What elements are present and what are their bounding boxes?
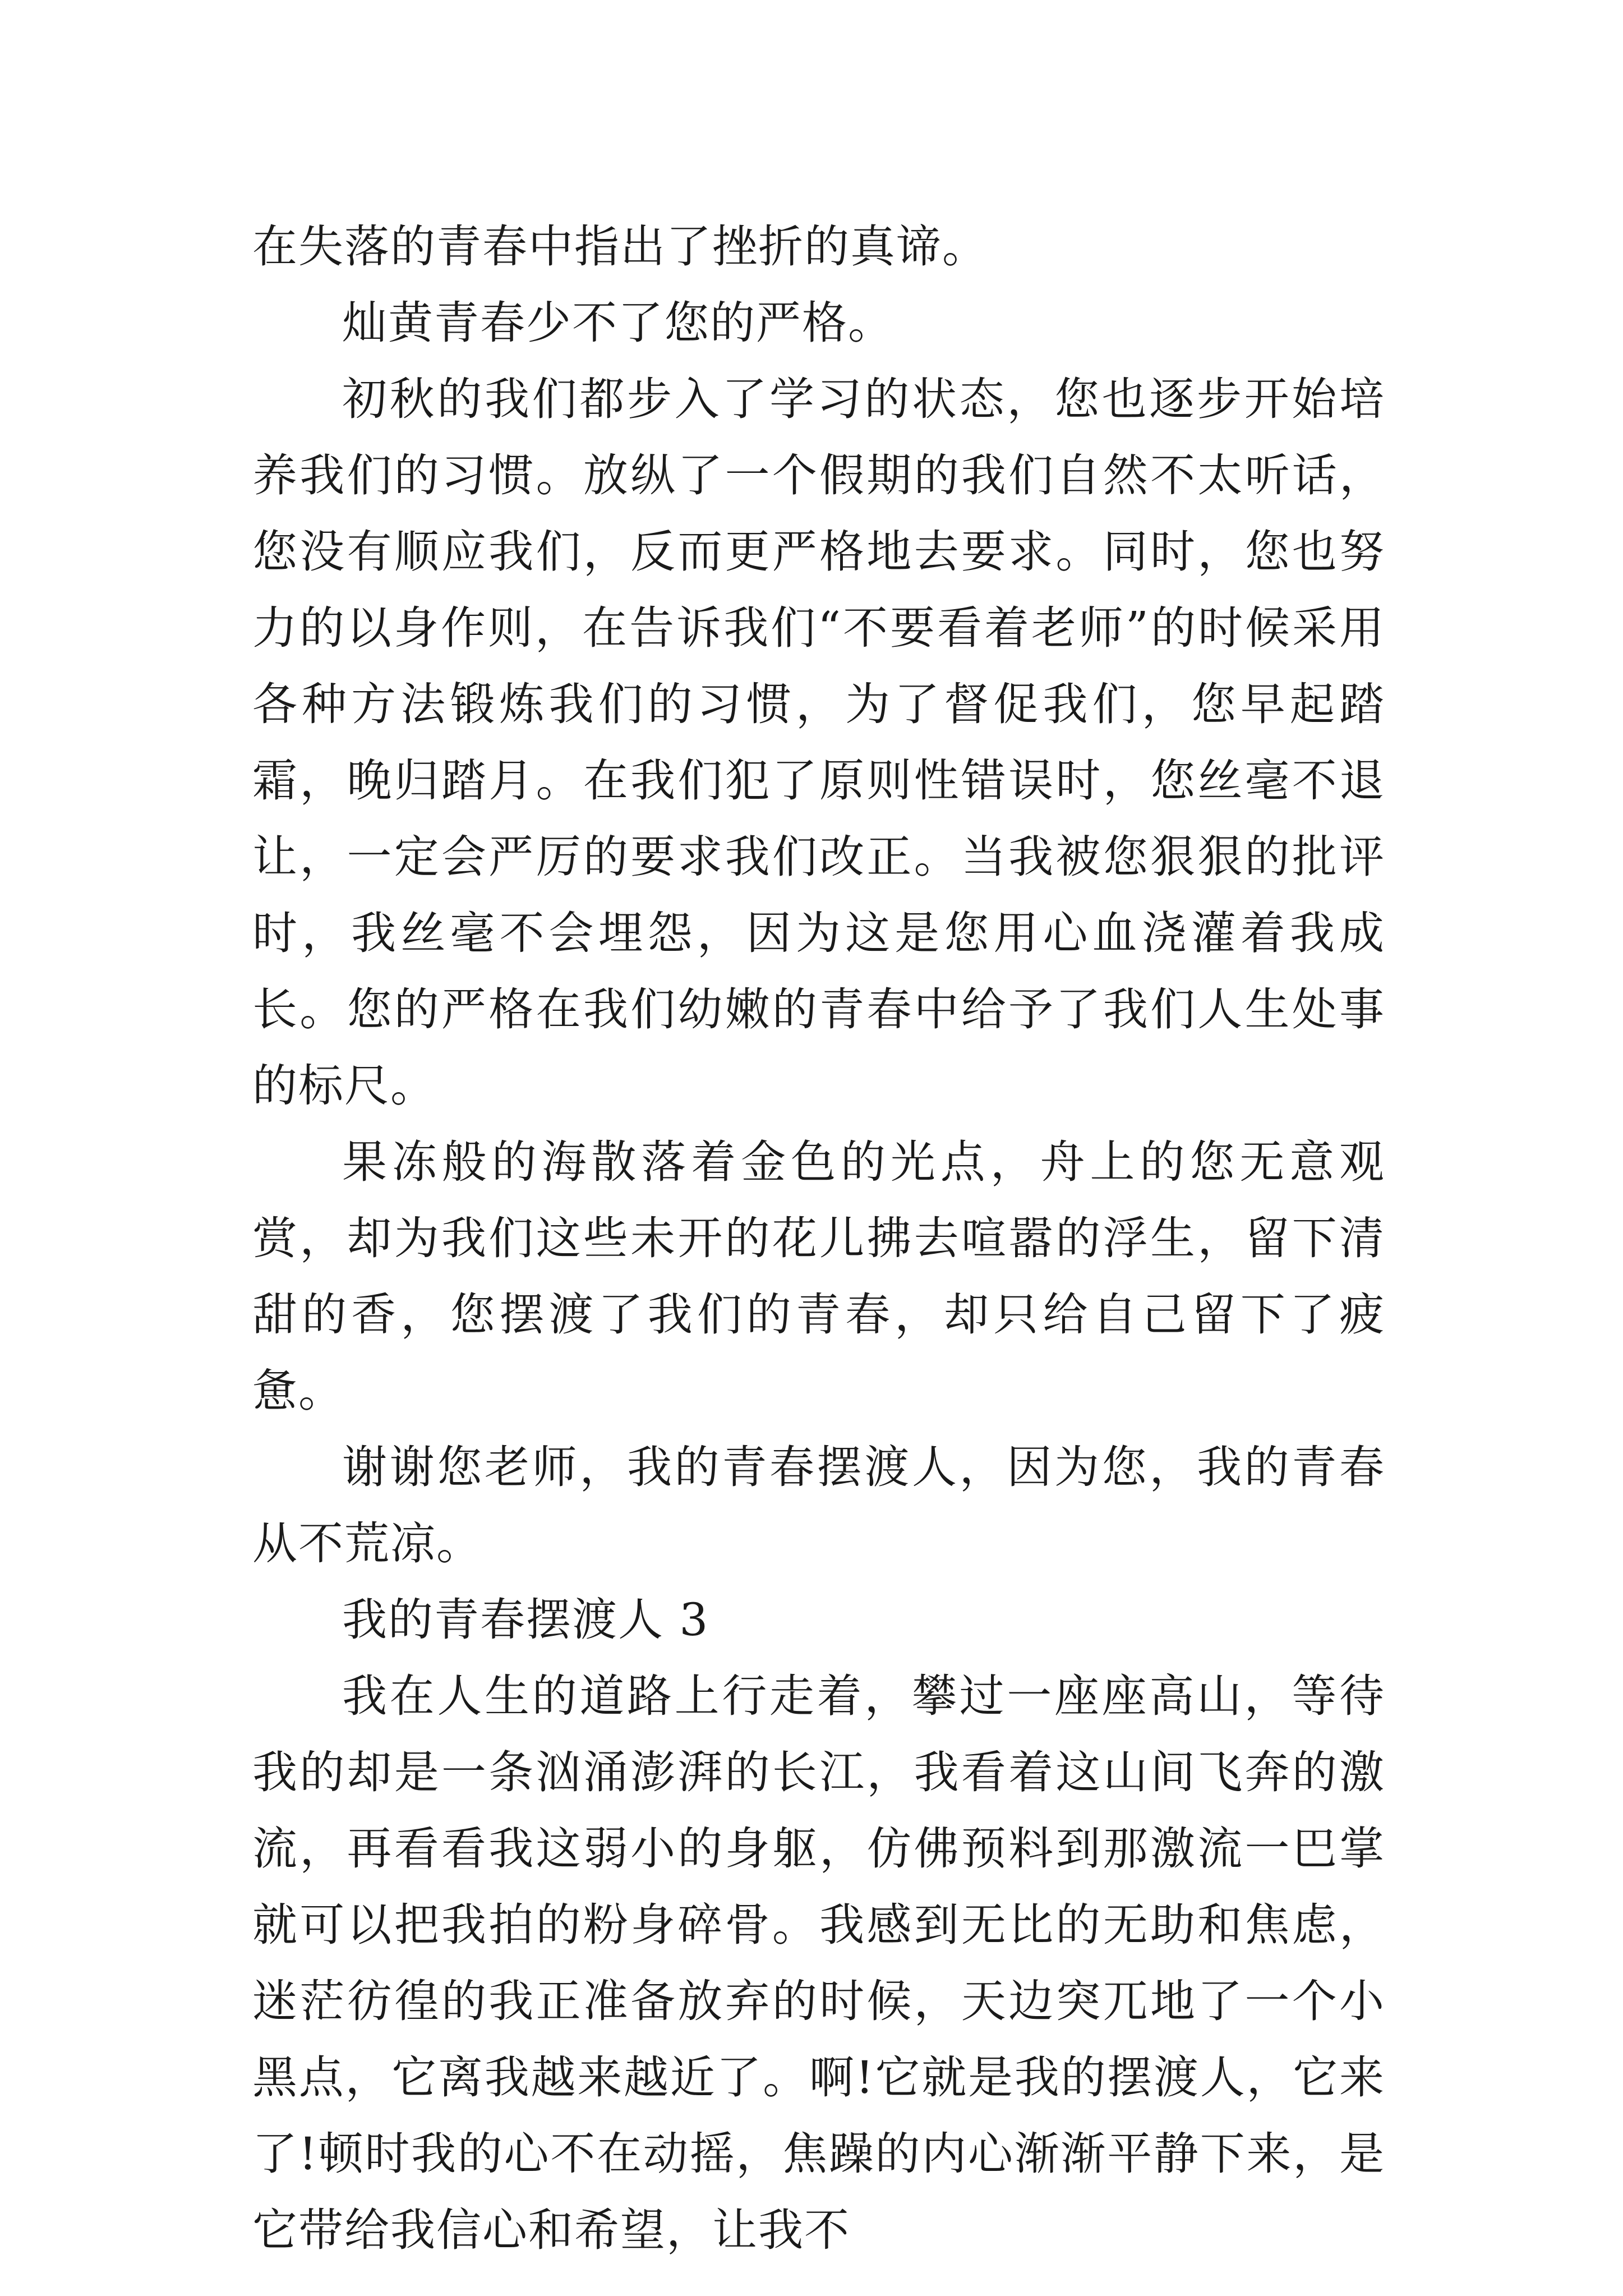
paragraph-jelly-sea: 果冻般的海散落着金色的光点，舟上的您无意观赏，却为我们这些未开的花儿拂去喧嚣的浮生，留下清甜的香，您摆渡了我们的青春，却只给自己留下了疲惫。 xyxy=(252,1136,1385,1417)
paragraph-continuation: 在失落的青春中指出了挫折的真谛。 xyxy=(252,220,988,273)
document-body xyxy=(252,209,1385,2269)
paragraph-early-autumn: 初秋的我们都步入了学习的状态，您也逐步开始培养我们的习惯。放纵了一个假期的我们自然不太听话，您没有顺应我们，反而更严格地去要求。同时，您也努力的以身作则，在告诉我们“不要看着老师”的时候采用各种方法锻炼我们的习惯，为了督促我们，您早起踏霜，晚归踏月。在我们犯了原则性错误时，您丝毫不退让，一定会严厉的要求我们改正。当我被您狠狠的批评时，我丝毫不会埋怨，因为这是您用心血浇灌着我成长。您的严格在我们幼嫩的青春中给予了我们人生处事的标尺。 xyxy=(252,373,1385,1112)
paragraph-strictness-heading: 灿黄青春少不了您的严格。 xyxy=(342,297,894,349)
paragraph-thanks-teacher: 谢谢您老师，我的青春摆渡人，因为您，我的青春从不荒凉。 xyxy=(252,1441,1385,1570)
section-title: 我的青春摆渡人 3 xyxy=(342,1594,709,1646)
paragraph-life-road: 我在人生的道路上行走着，攀过一座座高山，等待我的却是一条汹涌澎湃的长江，我看着这山间飞奔的激流，再看看我这弱小的身躯，仿佛预料到那激流一巴掌就可以把我拍的粉身碎骨。我感到无比的无助和焦虑，迷茫彷徨的我正准备放弃的时候，天边突兀地了一个小黑点，它离我越来越近了。啊!它就是我的摆渡人，它来了!顿时我的心不在动摇，焦躁的内心渐渐平静下来，是它带给我信心和希望，让我不 xyxy=(252,1670,1385,2256)
